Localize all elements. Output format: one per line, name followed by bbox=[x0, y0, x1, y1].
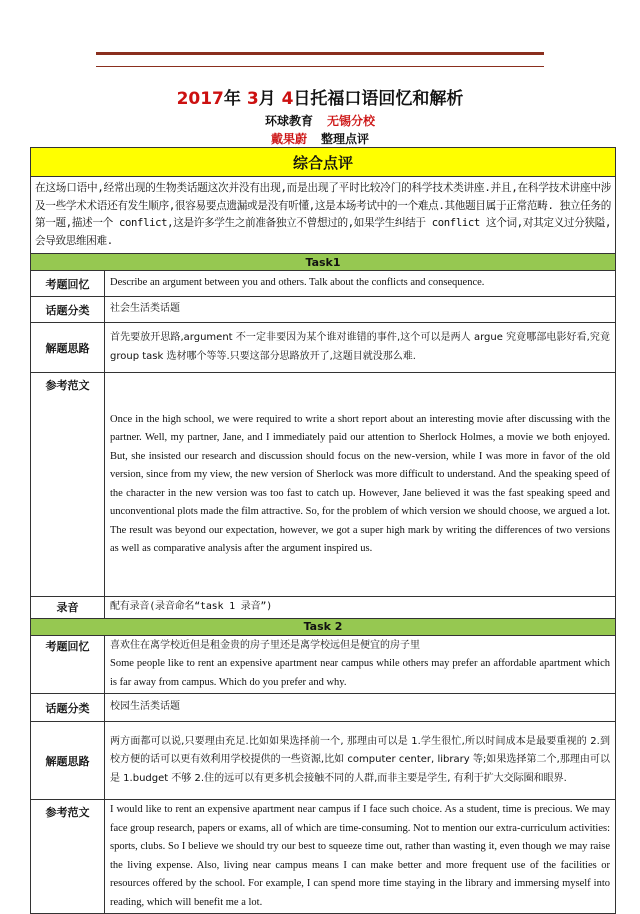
row-value bbox=[105, 635, 616, 694]
summary-heading-row bbox=[31, 148, 616, 177]
recall-en: Some people like to rent an expensive apartment near campus while others may prefer an affordable apartment which is far away from campus. Which do you prefer and why. bbox=[110, 658, 610, 688]
table-row bbox=[31, 271, 616, 297]
header-rule-thin bbox=[96, 66, 544, 67]
title-month: 3 bbox=[246, 89, 259, 109]
table-row bbox=[31, 635, 616, 694]
row-label: 参考范文 bbox=[31, 373, 105, 597]
table-row bbox=[31, 722, 616, 800]
recall-cn: 喜欢住在离学校近但是租金贵的房子里还是离学校远但是便宜的房子里 bbox=[110, 639, 420, 651]
title-month-suffix: 月 bbox=[258, 89, 276, 109]
title-year: 2017 bbox=[176, 89, 224, 109]
row-value: 校园生活类话题 bbox=[105, 694, 616, 722]
row-value: 两方面都可以说,只要理由充足.比如如果选择前一个, 那理由可以是 1.学生很忙,所以时间成本是最要重视的 2.到校方便的话可以更有效利用学校提供的一些资源,比如 computer center, library 等;如果选择第二个,那理由可以是 1.budget 不够 2.住的远可以有更多机会接触不同的人群,而非主要是学生, 有利于扩大交际圈和眼界. bbox=[105, 722, 616, 800]
row-label: 考题回忆 bbox=[31, 271, 105, 297]
row-value: Describe an argument between you and others. Talk about the conflicts and consequence. bbox=[105, 271, 616, 297]
author-line bbox=[0, 130, 640, 147]
row-label: 参考范文 bbox=[31, 800, 105, 914]
org-name: 环球教育 bbox=[264, 114, 313, 128]
table-row bbox=[31, 800, 616, 914]
table-row bbox=[31, 694, 616, 722]
row-label: 解题思路 bbox=[31, 323, 105, 373]
row-label: 话题分类 bbox=[31, 297, 105, 323]
summary-row bbox=[31, 177, 616, 254]
row-value: Once in the high school, we were required to write a short report about an interesting movie after discussing with the partner. Well, my partner, Jane, and I immediately paid our attention to Sherlock Holmes, a movie we both enjoyed. But, she insisted our research and discussion should focus on the new-version, while I was more in favor of the old version, since from my view, the new version of Sherlock was more difficult to understand. And the speaking speed of the character in the new version was too fast to catch up. However, Jane believed it was the fast speaking speed and unconventional plots made the film attractive. So, for the problem of which version we should choose, we argued a lot. The result was beyond our expectation, however, we got a super high mark by writing the differences of two versions as well as comparative analysis after the argument inspired us. bbox=[105, 373, 616, 597]
table-row bbox=[31, 297, 616, 323]
table-row bbox=[31, 597, 616, 619]
table-row bbox=[31, 323, 616, 373]
row-value: 配有录音(录音命名“task 1 录音”) bbox=[105, 597, 616, 619]
row-label: 录音 bbox=[31, 597, 105, 619]
task1-heading-row bbox=[31, 254, 616, 271]
title-rest: 日托福口语回忆和解析 bbox=[293, 89, 464, 109]
header-rule-thick bbox=[96, 52, 544, 55]
title-day: 4 bbox=[281, 89, 294, 109]
branch-name: 无锡分校 bbox=[327, 114, 376, 128]
row-label: 考题回忆 bbox=[31, 635, 105, 694]
page-title bbox=[0, 84, 640, 109]
task2-heading-row bbox=[31, 618, 616, 635]
author-name: 戴果蔚 bbox=[270, 132, 307, 146]
summary-heading: 综合点评 bbox=[31, 148, 616, 177]
title-year-suffix: 年 bbox=[223, 89, 241, 109]
author-role: 整理点评 bbox=[321, 132, 370, 146]
table-row bbox=[31, 373, 616, 597]
org-line bbox=[0, 112, 640, 129]
task1-heading: Task1 bbox=[31, 254, 616, 271]
row-value: I would like to rent an expensive apartment near campus if I face such choice. As a student, time is precious. We may face group research, papers or exams, all of which are time-consuming. Not to mention our extra-curriculum activities: sports, clubs. So I believe we should try our best to squeeze time out, rather than wasting it, even though we may raise the living expense. Also, living near campus means I can make better and more frequent use of the facilities or resources offered by the school. For example, I can spend more time staying in the library and immersing myself into reading, which will benefit me a lot. bbox=[105, 800, 616, 914]
row-value: 社会生活类话题 bbox=[105, 297, 616, 323]
row-label: 话题分类 bbox=[31, 694, 105, 722]
task2-heading: Task 2 bbox=[31, 618, 616, 635]
content-table bbox=[30, 147, 616, 914]
summary-text: 在这场口语中,经常出现的生物类话题这次并没有出现,而是出现了平时比较冷门的科学技术类讲座.并且,在科学技术讲座中涉及一些学术术语还有发生顺序,很容易要点遗漏或是没有听懂,这是本场考试中的一个难点.其他题目属于正常范畴. 独立任务的第一题,描述一个 conflict,这是许多学生之前准备独立不曾想过的,如果学生纠结于 conflict 这个词,对其定义过分狭隘,会导致思维困难. bbox=[31, 177, 616, 254]
row-value: 首先要放开思路,argument 不一定非要因为某个谁对谁错的事件,这个可以是两人 argue 究竟哪部电影好看,究竟 group task 选材哪个等等.只要这部分思路放开了,这题目就没那么难. bbox=[105, 323, 616, 373]
row-label: 解题思路 bbox=[31, 722, 105, 800]
